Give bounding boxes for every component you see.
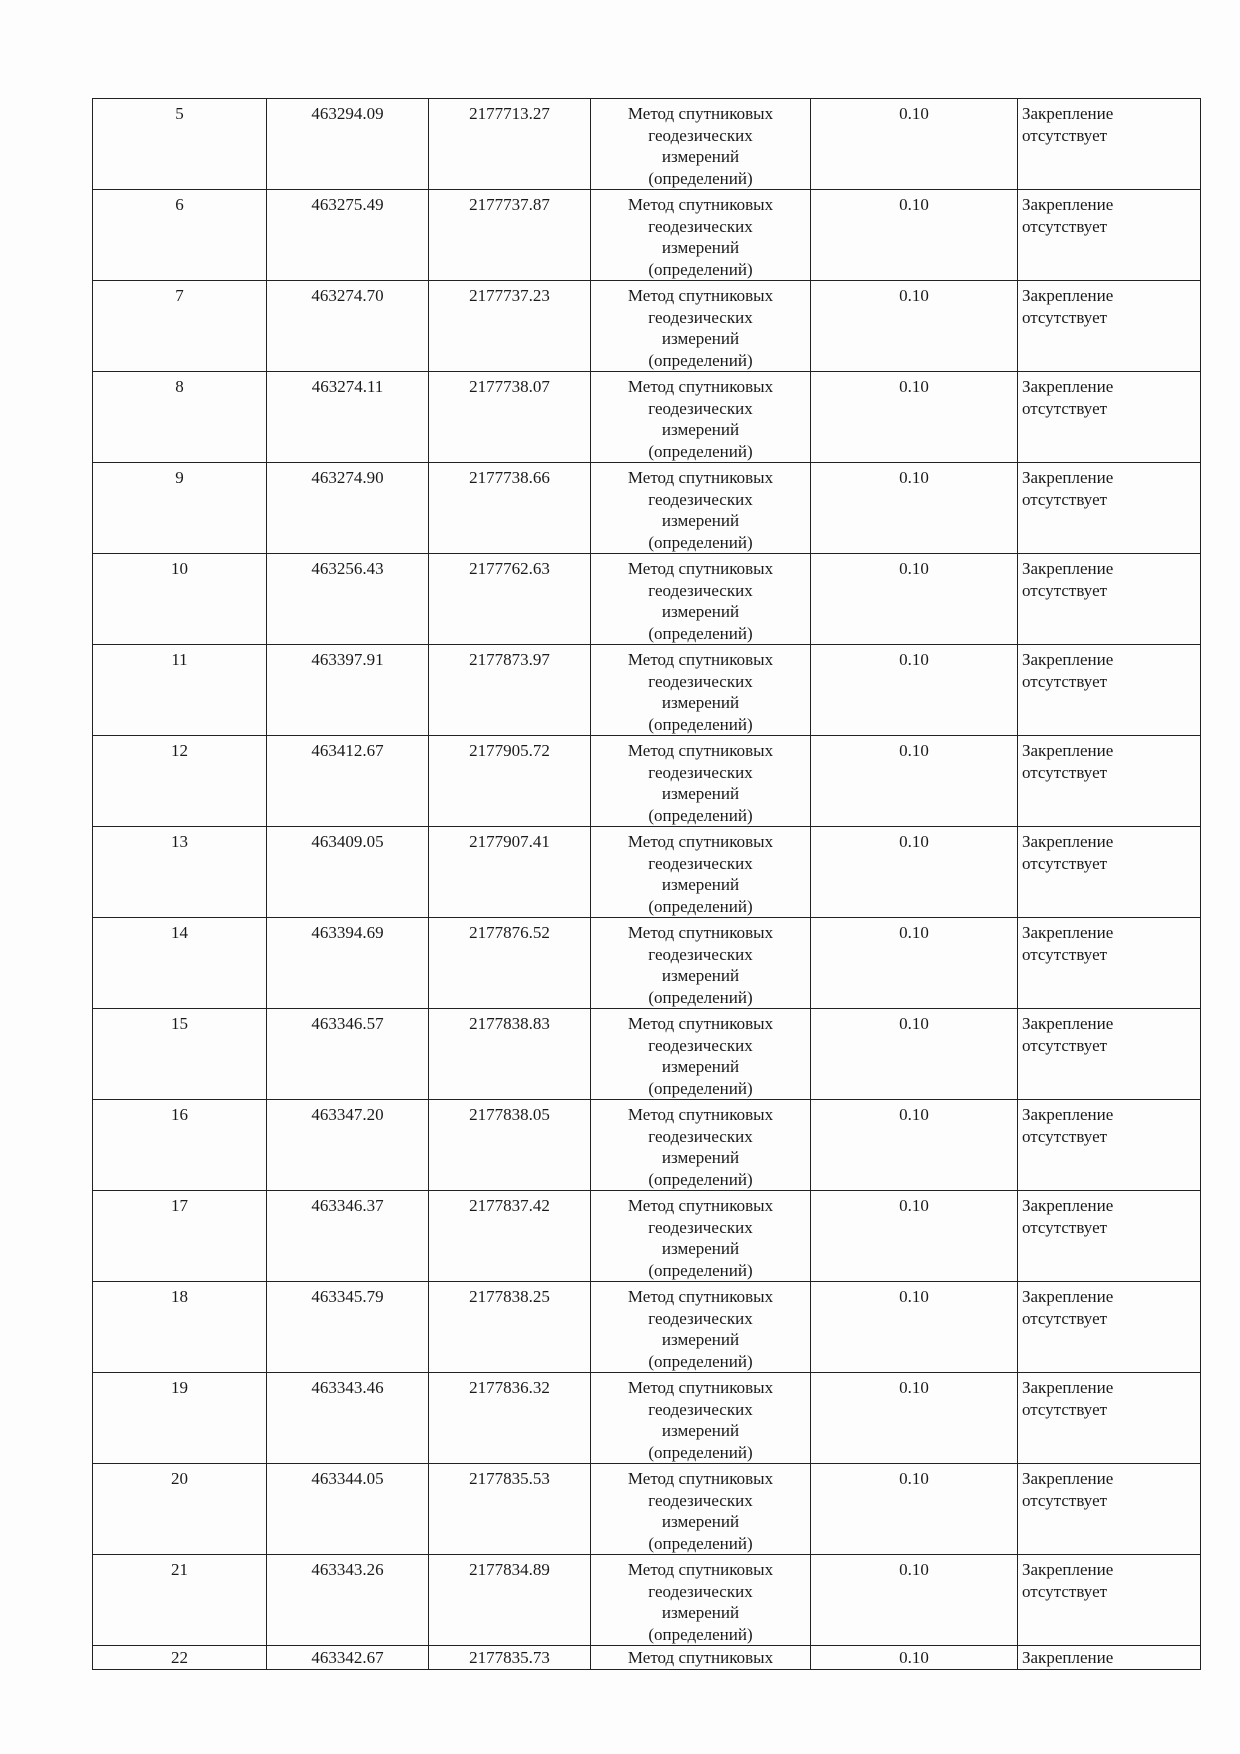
point-number-cell: 20 [93,1464,267,1555]
y-coordinate-cell: 2177738.07 [429,372,591,463]
coordinates-table [92,98,1201,1670]
method-cell [591,736,811,827]
table-row [93,736,1201,827]
fixing-line: Закрепление [1022,559,1114,578]
x-coordinate-cell: 463409.05 [267,827,429,918]
table-row [93,554,1201,645]
table-row [93,1009,1201,1100]
fixing-line: отсутствует [1022,1581,1108,1601]
method-line: Метод спутниковых [627,741,774,760]
point-number-cell: 19 [93,1373,267,1464]
y-coordinate-cell: 2177713.27 [429,99,591,190]
method-line: (определений) [648,1533,753,1553]
fixing-cell: Закрепление [1018,1646,1201,1670]
method-line: (определений) [648,896,753,916]
accuracy-cell: 0.10 [811,372,1018,463]
table-row [93,827,1201,918]
method-cell [591,190,811,281]
method-line: измерений [661,875,740,894]
method-line: измерений [661,1512,740,1531]
y-coordinate-cell: 2177834.89 [429,1555,591,1646]
method-line: Метод спутниковых [627,1287,774,1306]
method-cell: Метод спутниковых [591,1646,811,1670]
method-line: Метод спутниковых [627,286,774,305]
fixing-line: Закрепление [1022,741,1114,760]
method-line: измерений [661,1057,740,1076]
table-row [93,190,1201,281]
fixing-cell [1018,1464,1201,1555]
fixing-cell [1018,736,1201,827]
fixing-line: Закрепление [1022,832,1114,851]
point-number-cell: 9 [93,463,267,554]
method-cell [591,1282,811,1373]
fixing-line: Закрепление [1022,1014,1114,1033]
x-coordinate-cell: 463274.90 [267,463,429,554]
x-coordinate-cell: 463343.46 [267,1373,429,1464]
table-row [93,281,1201,372]
fixing-line: отсутствует [1022,125,1108,145]
method-line: (определений) [648,1078,753,1098]
x-coordinate-cell: 463344.05 [267,1464,429,1555]
table-row [93,1282,1201,1373]
method-line: (определений) [648,714,753,734]
method-line: измерений [661,693,740,712]
method-line: Метод спутниковых [627,1014,774,1033]
point-number-cell: 11 [93,645,267,736]
table-row [93,1100,1201,1191]
x-coordinate-cell: 463256.43 [267,554,429,645]
method-line: геодезических [648,1308,753,1328]
method-line: Метод спутниковых [627,1105,774,1124]
method-line: (определений) [648,805,753,825]
method-cell [591,1555,811,1646]
method-line: (определений) [648,987,753,1007]
accuracy-cell: 0.10 [811,736,1018,827]
method-line: измерений [661,511,740,530]
fixing-cell [1018,827,1201,918]
method-line: измерений [661,602,740,621]
method-line: (определений) [648,1442,753,1462]
method-line: (определений) [648,1260,753,1280]
method-line: (определений) [648,1169,753,1189]
method-line: (определений) [648,1624,753,1644]
point-number-cell: 12 [93,736,267,827]
fixing-line: отсутствует [1022,307,1108,327]
method-line: измерений [661,1603,740,1622]
method-line: Метод спутниковых [627,832,774,851]
accuracy-cell: 0.10 [811,827,1018,918]
fixing-cell [1018,554,1201,645]
fixing-cell [1018,99,1201,190]
method-line: геодезических [648,216,753,236]
method-line: Метод спутниковых [627,923,774,942]
point-number-cell: 10 [93,554,267,645]
fixing-cell [1018,645,1201,736]
x-coordinate-cell: 463346.57 [267,1009,429,1100]
fixing-cell [1018,1100,1201,1191]
accuracy-cell: 0.10 [811,1282,1018,1373]
method-cell [591,645,811,736]
fixing-line: отсутствует [1022,853,1108,873]
y-coordinate-cell: 2177738.66 [429,463,591,554]
method-cell [591,372,811,463]
method-line: геодезических [648,1035,753,1055]
method-cell [591,1009,811,1100]
point-number-cell: 15 [93,1009,267,1100]
fixing-line: Закрепление [1022,1560,1114,1579]
method-line: измерений [661,966,740,985]
method-line: Метод спутниковых [627,195,774,214]
fixing-line: отсутствует [1022,762,1108,782]
method-line: измерений [661,1330,740,1349]
accuracy-cell: 0.10 [811,1464,1018,1555]
y-coordinate-cell: 2177836.32 [429,1373,591,1464]
method-cell [591,1191,811,1282]
fixing-line: Закрепление [1022,286,1114,305]
fixing-line: Закрепление [1022,650,1114,669]
x-coordinate-cell: 463397.91 [267,645,429,736]
x-coordinate-cell: 463275.49 [267,190,429,281]
fixing-line: Закрепление [1022,923,1114,942]
table-row [93,645,1201,736]
fixing-cell [1018,372,1201,463]
method-line: (определений) [648,1351,753,1371]
x-coordinate-cell: 463346.37 [267,1191,429,1282]
x-coordinate-cell: 463347.20 [267,1100,429,1191]
fixing-line: Закрепление [1022,1196,1114,1215]
method-cell [591,1464,811,1555]
method-line: измерений [661,329,740,348]
accuracy-cell: 0.10 [811,1191,1018,1282]
method-line: Метод спутниковых [627,468,774,487]
method-cell [591,1100,811,1191]
table-row [93,1373,1201,1464]
method-line: геодезических [648,125,753,145]
y-coordinate-cell: 2177905.72 [429,736,591,827]
method-line: геодезических [648,1126,753,1146]
point-number-cell: 7 [93,281,267,372]
method-line: геодезических [648,944,753,964]
y-coordinate-cell: 2177838.83 [429,1009,591,1100]
table-row [93,918,1201,1009]
table-row-last [93,1646,1201,1670]
method-line: (определений) [648,350,753,370]
fixing-line: Закрепление [1022,1287,1114,1306]
y-coordinate-cell: 2177873.97 [429,645,591,736]
method-line: геодезических [648,853,753,873]
fixing-cell [1018,918,1201,1009]
point-number-cell: 21 [93,1555,267,1646]
fixing-line: отсутствует [1022,1126,1108,1146]
y-coordinate-cell: 2177907.41 [429,827,591,918]
accuracy-cell: 0.10 [811,645,1018,736]
table-row [93,99,1201,190]
method-line: Метод спутниковых [627,1469,774,1488]
fixing-cell [1018,281,1201,372]
y-coordinate-cell: 2177762.63 [429,554,591,645]
method-line: измерений [661,784,740,803]
fixing-line: отсутствует [1022,944,1108,964]
x-coordinate-cell: 463412.67 [267,736,429,827]
method-cell [591,918,811,1009]
method-line: (определений) [648,259,753,279]
method-cell [591,281,811,372]
method-line: геодезических [648,398,753,418]
point-number-cell: 6 [93,190,267,281]
fixing-line: отсутствует [1022,216,1108,236]
method-line: Метод спутниковых [627,559,774,578]
method-line: Метод спутниковых [627,104,774,123]
method-line: геодезических [648,1217,753,1237]
table-row [93,1555,1201,1646]
accuracy-cell: 0.10 [811,918,1018,1009]
fixing-line: Закрепление [1022,1105,1114,1124]
method-line: геодезических [648,1490,753,1510]
table-row [93,463,1201,554]
x-coordinate-cell: 463294.09 [267,99,429,190]
method-line: геодезических [648,489,753,509]
fixing-line: Закрепление [1022,1378,1114,1397]
accuracy-cell: 0.10 [811,1646,1018,1670]
fixing-cell [1018,1191,1201,1282]
y-coordinate-cell: 2177737.23 [429,281,591,372]
accuracy-cell: 0.10 [811,1100,1018,1191]
method-line: Метод спутниковых [627,650,774,669]
x-coordinate-cell: 463274.70 [267,281,429,372]
y-coordinate-cell: 2177838.25 [429,1282,591,1373]
point-number-cell: 14 [93,918,267,1009]
y-coordinate-cell: 2177838.05 [429,1100,591,1191]
method-line: геодезических [648,580,753,600]
x-coordinate-cell: 463274.11 [267,372,429,463]
point-number-cell: 13 [93,827,267,918]
y-coordinate-cell: 2177835.53 [429,1464,591,1555]
y-coordinate-cell: 2177737.87 [429,190,591,281]
accuracy-cell: 0.10 [811,1373,1018,1464]
fixing-cell [1018,1555,1201,1646]
accuracy-cell: 0.10 [811,190,1018,281]
accuracy-cell: 0.10 [811,99,1018,190]
fixing-line: Закрепление [1022,104,1114,123]
method-cell [591,554,811,645]
method-line: Метод спутниковых [627,1196,774,1215]
method-line: (определений) [648,532,753,552]
method-line: (определений) [648,168,753,188]
method-line: (определений) [648,441,753,461]
fixing-cell [1018,190,1201,281]
fixing-line: отсутствует [1022,1490,1108,1510]
fixing-cell [1018,1009,1201,1100]
method-line: измерений [661,420,740,439]
fixing-line: Закрепление [1022,195,1114,214]
point-number-cell: 5 [93,99,267,190]
method-line: Метод спутниковых [627,377,774,396]
fixing-line: Закрепление [1022,468,1114,487]
accuracy-cell: 0.10 [811,1555,1018,1646]
point-number-cell: 17 [93,1191,267,1282]
table-row [93,372,1201,463]
fixing-line: отсутствует [1022,1035,1108,1055]
method-line: геодезических [648,762,753,782]
point-number-cell: 16 [93,1100,267,1191]
fixing-line: отсутствует [1022,398,1108,418]
table-row [93,1464,1201,1555]
method-line: геодезических [648,671,753,691]
fixing-line: отсутствует [1022,1308,1108,1328]
accuracy-cell: 0.10 [811,1009,1018,1100]
method-line: Метод спутниковых [627,1378,774,1397]
fixing-line: отсутствует [1022,1217,1108,1237]
accuracy-cell: 0.10 [811,554,1018,645]
method-cell [591,1373,811,1464]
table-body [93,99,1201,1670]
y-coordinate-cell: 2177876.52 [429,918,591,1009]
point-number-cell: 18 [93,1282,267,1373]
fixing-cell [1018,463,1201,554]
accuracy-cell: 0.10 [811,463,1018,554]
method-line: (определений) [648,623,753,643]
fixing-line: отсутствует [1022,489,1108,509]
method-cell [591,463,811,554]
point-number-cell: 22 [93,1646,267,1670]
point-number-cell: 8 [93,372,267,463]
method-line: измерений [661,238,740,257]
method-line: измерений [661,147,740,166]
fixing-line: Закрепление [1022,377,1114,396]
y-coordinate-cell: 2177837.42 [429,1191,591,1282]
method-line: измерений [661,1148,740,1167]
method-cell [591,99,811,190]
fixing-line: отсутствует [1022,580,1108,600]
fixing-cell [1018,1373,1201,1464]
x-coordinate-cell: 463343.26 [267,1555,429,1646]
method-line: измерений [661,1421,740,1440]
method-cell [591,827,811,918]
table-row [93,1191,1201,1282]
fixing-line: отсутствует [1022,1399,1108,1419]
method-line: измерений [661,1239,740,1258]
x-coordinate-cell: 463342.67 [267,1646,429,1670]
fixing-cell [1018,1282,1201,1373]
accuracy-cell: 0.10 [811,281,1018,372]
method-line: геодезических [648,1581,753,1601]
method-line: геодезических [648,307,753,327]
x-coordinate-cell: 463394.69 [267,918,429,1009]
x-coordinate-cell: 463345.79 [267,1282,429,1373]
fixing-line: Закрепление [1022,1469,1114,1488]
method-line: геодезических [648,1399,753,1419]
fixing-line: отсутствует [1022,671,1108,691]
y-coordinate-cell: 2177835.73 [429,1646,591,1670]
method-line: Метод спутниковых [627,1560,774,1579]
